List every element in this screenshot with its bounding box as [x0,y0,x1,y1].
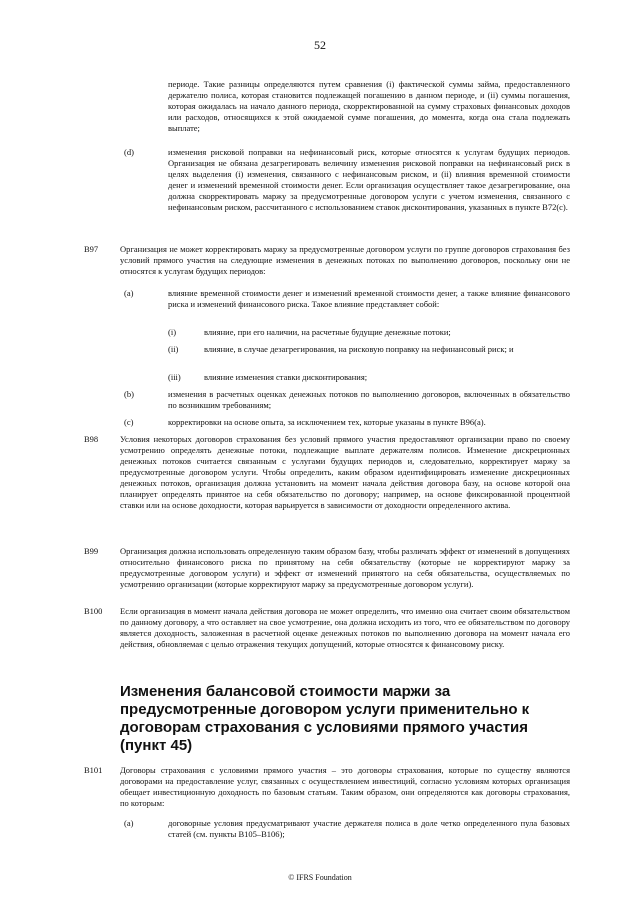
sublist-item-ii: влияние, в случае дезагрегирования, на рисковую поправку на нефинансовый риск; и [204,344,514,354]
sublist-marker-i: (i) [168,327,177,337]
list-marker-b97-c: (с) [124,417,134,427]
continued-paragraph: периоде. Такие разницы определяются путем сравнения (i) фактической суммы займа, предоставленного держателю полиса, которая становится подлежащей погашению в данном периоде, и (ii) суммы погашения, которая ожидалась на начало данного периода, скорректированной на сумму страховых финансовых доходов или расходов, относящихся к этой ожидаемой сумме погашения, до момента, когда она стала подлежать выплате; [168,79,570,133]
sublist-item-iii: влияние изменения ставки дисконтирования; [204,372,368,382]
list-item-b97-b: изменения в расчетных оценках денежных потоков по выполнению договоров, включенных в обязательство по возникшим требованиям; [168,389,570,410]
list-item-b97-a: влияние временной стоимости денег и изменений временной стоимости денег, а также влияние финансового риска и изменений финансового риска. Такое влияние представляет собой: [168,288,570,309]
list-marker-d: (d) [124,147,134,157]
sublist-item-i: влияние, при его наличии, на расчетные будущие денежные потоки; [204,327,451,337]
paragraph-number-b98: В98 [84,434,99,444]
paragraph-number-b100: В100 [84,606,103,616]
paragraph-number-b101: В101 [84,765,103,775]
list-item-d: изменения рисковой поправки на нефинансовый риск, которые относятся к услугам будущих периодов. Организация не обязана дезагрегировать величину изменения рисковой поправки на нефинансовый риск в целях выделения (i) изменения, связанного с нефинансовым риском, и (ii) влияния временной стоимости денег и изменений временной стоимости денег. Если организация осуществляет такое дезагрегирование, она должна скорректировать маржу за предусмотренные договором услуги с учетом изменения, связанного с нефинансовым риском, рассчитанного с использованием ставок дисконтирования, указанных в пункте В72(с). [168,147,570,212]
paragraph-b98: Условия некоторых договоров страхования без условий прямого участия предоставляют организации право по своему усмотрению определять денежные потоки, подлежащие выплате держателям полисов. Изменение дискреционных денежных потоков считается связанным с услугами будущих периодов и, следовательно, корректирует маржу за предусмотренные договором услуги. Чтобы определить, каким образом идентифицировать изменение дискреционных денежных потоков, организация должна установить на момент начала действия договора базу, на основе которой она планирует определять принятое на себя обязательство по договору; например, на основе фиксированной процентной ставки или на основе доходности, которая варьируется в зависимости от доходности определенного актива. [120,434,570,510]
list-item-b101-a: договорные условия предусматривают участие держателя полиса в доле четко определенного пула базовых статей (см. пункты В105–В106); [168,818,570,839]
list-item-b97-c: корректировки на основе опыта, за исключением тех, которые указаны в пункте В96(а). [168,417,486,427]
paragraph-number-b99: В99 [84,546,99,556]
paragraph-b97: Организация не может корректировать маржу за предусмотренные договором услуги по группе договоров страхования без условий прямого участия на следующие изменения в денежных потоках по выполнению договоров, поскольку они не относятся к услугам будущих периодов: [120,244,570,276]
paragraph-b101: Договоры страхования с условиями прямого участия – это договоры страхования, которые по существу являются договорами на предоставление услуг, связанных с осуществлением инвестиций, согласно условиям которых организация обещает инвестиционную доходность по базовым статьям. Таким образом, они определяются как договоры страхования, по которым: [120,765,570,808]
sublist-marker-iii: (iii) [168,372,181,382]
paragraph-b99: Организация должна использовать определенную таким образом базу, чтобы различать эффект от изменений в допущениях относительно финансового риска по принятому на себя обязательству (которые не корректируют маржу за предусмотренные договором услуги) и эффект от изменений принятого на себя обязательства, осуществляемых по усмотрению организации (которые корректируют маржу за предусмотренные договором услуги). [120,546,570,589]
section-heading: Изменения балансовой стоимости маржи за предусмотренные договором услуги применительно к договорам страхования с условиями прямого участия (пункт 45) [120,683,530,754]
paragraph-number-b97: В97 [84,244,99,254]
page-number: 52 [314,38,326,52]
list-marker-b97-b: (b) [124,389,134,399]
copyright-footer: © IFRS Foundation [288,873,352,882]
list-marker-b101-a: (а) [124,818,134,828]
paragraph-b100: Если организация в момент начала действия договора не может определить, что именно она считает своим обязательством по данному договору, а что оставляет на свое усмотрение, она должна исходить из того, что ее обязательством по договору является доходность, заложенная в расчетной оценке денежных потоков по выполнению договора на момент начала его действия, обновляемая с целью отражения текущих допущений, которые относятся к финансовому риску. [120,606,570,649]
sublist-marker-ii: (ii) [168,344,179,354]
list-marker-b97-a: (а) [124,288,134,298]
